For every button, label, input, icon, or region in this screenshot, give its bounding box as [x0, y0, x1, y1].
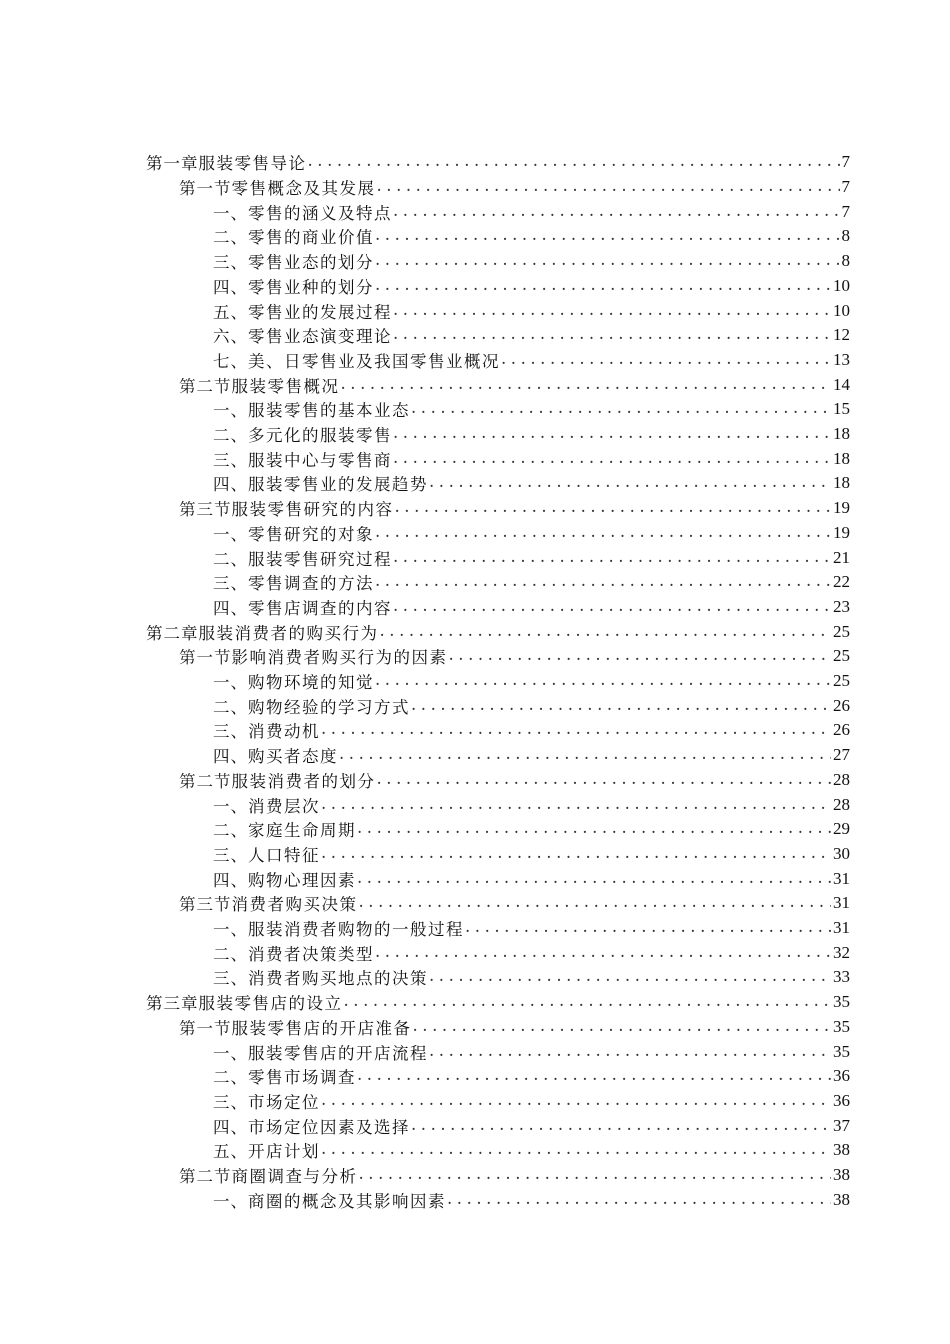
toc-item-row[interactable] — [213, 1138, 850, 1163]
toc-page-number: 29 — [833, 819, 850, 839]
toc-entry-number: 第二节 — [179, 1167, 232, 1187]
dot-leader — [375, 251, 840, 271]
dot-leader — [339, 745, 831, 765]
toc-section-row[interactable] — [179, 768, 850, 793]
toc-page-number: 28 — [833, 794, 850, 814]
dot-leader — [321, 844, 831, 864]
toc-entry-title: 服装零售的基本业态 — [248, 401, 410, 421]
toc-entry-number: 第一节 — [179, 1018, 232, 1038]
toc-item-row[interactable] — [213, 595, 850, 620]
toc-entry-number: 第二节 — [179, 376, 232, 396]
dot-leader — [341, 375, 832, 395]
toc-entry-number: 二、 — [213, 944, 248, 964]
dot-leader — [357, 869, 831, 889]
toc-page-number: 35 — [833, 1041, 850, 1061]
toc-page-number: 32 — [833, 942, 850, 962]
toc-page-number: 18 — [833, 424, 850, 444]
dot-leader — [375, 572, 831, 592]
toc-page-number: 8 — [841, 251, 850, 271]
toc-entry-title: 零售店调查的内容 — [248, 598, 392, 618]
toc-item-row[interactable] — [213, 397, 850, 422]
toc-page-number: 22 — [833, 572, 850, 592]
toc-item-row[interactable] — [213, 916, 850, 941]
toc-page-number: 10 — [833, 275, 850, 295]
toc-page-number: 37 — [833, 1115, 850, 1135]
dot-leader — [501, 350, 831, 370]
toc-entry-title: 人口特征 — [248, 845, 320, 865]
toc-page-number: 25 — [833, 621, 850, 641]
toc-page-number: 36 — [833, 1066, 850, 1086]
dot-leader — [380, 622, 832, 642]
toc-section-row[interactable] — [179, 1163, 850, 1188]
toc-entry-title: 零售的涵义及特点 — [248, 203, 392, 223]
toc-entry-number: 三、 — [213, 722, 248, 742]
toc-page-number: 12 — [833, 325, 850, 345]
toc-entry-title: 服装中心与零售商 — [248, 450, 392, 470]
dot-leader — [465, 918, 831, 938]
toc-page-number: 27 — [833, 745, 850, 765]
toc-entry-title: 消费层次 — [248, 796, 320, 816]
dot-leader — [377, 770, 832, 790]
toc-entry-number: 三、 — [213, 845, 248, 865]
toc-entry-title: 商圈调查与分析 — [231, 1167, 358, 1187]
toc-entry-number: 四、 — [213, 598, 248, 618]
toc-page-number: 18 — [833, 448, 850, 468]
toc-section-row[interactable] — [179, 891, 850, 916]
toc-entry-number: 第三章 — [146, 994, 199, 1014]
toc-chapter-row[interactable] — [146, 990, 850, 1015]
toc-item-row[interactable] — [213, 471, 850, 496]
toc-page-number: 31 — [833, 918, 850, 938]
dot-leader — [359, 893, 832, 913]
toc-entry-number: 四、 — [213, 1117, 248, 1137]
toc-entry-number: 第三节 — [179, 895, 232, 915]
toc-page-number: 8 — [841, 226, 850, 246]
toc-entry-number: 一、 — [213, 401, 248, 421]
toc-section-row[interactable] — [179, 175, 850, 200]
toc-item-row[interactable] — [213, 348, 850, 373]
dot-leader — [393, 449, 831, 469]
toc-section-row[interactable] — [179, 372, 850, 397]
toc-entry-title: 零售概念及其发展 — [231, 179, 376, 199]
toc-item-row[interactable] — [213, 446, 850, 471]
dot-leader — [429, 1042, 831, 1062]
toc-entry-title: 家庭生命周期 — [248, 821, 356, 841]
dot-leader — [344, 992, 832, 1012]
toc-entry-title: 商圈的概念及其影响因素 — [248, 1191, 446, 1211]
toc-entry-title: 消费者购买决策 — [231, 895, 358, 915]
toc-section-row[interactable] — [179, 644, 850, 669]
toc-item-row[interactable] — [213, 249, 850, 274]
toc-entry-title: 零售研究的对象 — [248, 524, 374, 544]
toc-entry-number: 一、 — [213, 673, 248, 693]
toc-entry-title: 服装零售研究的内容 — [231, 500, 394, 520]
toc-entry-title: 购买者态度 — [248, 747, 338, 767]
toc-entry-number: 四、 — [213, 870, 248, 890]
toc-page-number: 7 — [841, 152, 850, 172]
dot-leader — [375, 276, 831, 296]
dot-leader — [393, 301, 831, 321]
toc-entry-title: 零售业态演变理论 — [248, 327, 392, 347]
toc-item-row[interactable] — [213, 1064, 850, 1089]
toc-entry-number: 三、 — [213, 969, 248, 989]
toc-entry-title: 服装零售业的发展趋势 — [248, 475, 428, 495]
toc-entry-title: 服装零售研究过程 — [248, 549, 392, 569]
toc-entry-title: 零售业的发展过程 — [248, 302, 392, 322]
dot-leader — [393, 597, 831, 617]
toc-entry-title: 服装消费者购物的一般过程 — [248, 920, 464, 940]
toc-page-number: 7 — [841, 177, 850, 197]
toc-item-row[interactable] — [213, 199, 850, 224]
toc-entry-number: 第二节 — [179, 771, 232, 791]
toc-entry-number: 一、 — [213, 1043, 248, 1063]
toc-entry-title: 购物环境的知觉 — [248, 673, 374, 693]
dot-leader — [393, 424, 831, 444]
toc-entry-number: 六、 — [213, 327, 248, 347]
toc-entry-title: 零售业种的划分 — [248, 277, 374, 297]
toc-item-row[interactable] — [213, 817, 850, 842]
toc-page-number: 28 — [833, 769, 850, 789]
dot-leader — [308, 152, 840, 172]
toc-entry-title: 市场定位因素及选择 — [248, 1117, 410, 1137]
dot-leader — [375, 226, 840, 246]
dot-leader — [321, 1091, 831, 1111]
toc-page-number: 38 — [833, 1140, 850, 1160]
toc-entry-title: 零售调查的方法 — [248, 574, 374, 594]
toc-entry-number: 一、 — [213, 1191, 248, 1211]
toc-item-row[interactable] — [213, 1187, 850, 1212]
dot-leader — [393, 548, 831, 568]
toc-entry-number: 第二章 — [146, 623, 199, 643]
toc-entry-number: 三、 — [213, 574, 248, 594]
toc-entry-title: 服装零售店的设立 — [198, 994, 343, 1014]
toc-page-number: 15 — [833, 399, 850, 419]
toc-item-row[interactable] — [213, 1113, 850, 1138]
toc-page-number: 13 — [833, 349, 850, 369]
toc-page-number: 25 — [833, 646, 850, 666]
dot-leader — [429, 473, 831, 493]
toc-page-number: 38 — [833, 1189, 850, 1209]
toc-page-number: 38 — [833, 1165, 850, 1185]
toc-page-number: 26 — [833, 720, 850, 740]
toc-page-number: 30 — [833, 843, 850, 863]
toc-item-row[interactable] — [213, 965, 850, 990]
toc-entry-number: 四、 — [213, 475, 248, 495]
toc-item-row[interactable] — [213, 545, 850, 570]
toc-entry-number: 三、 — [213, 450, 248, 470]
dot-leader — [447, 1190, 831, 1210]
toc-page-number: 23 — [833, 596, 850, 616]
toc-page-number: 10 — [833, 300, 850, 320]
toc-item-row[interactable] — [213, 1039, 850, 1064]
toc-entry-title: 市场定位 — [248, 1092, 320, 1112]
dot-leader — [357, 1066, 831, 1086]
toc-entry-number: 四、 — [213, 277, 248, 297]
toc-section-row[interactable] — [179, 1015, 850, 1040]
toc-page-number: 33 — [833, 967, 850, 987]
toc-page-number: 25 — [833, 671, 850, 691]
toc-entry-number: 一、 — [213, 524, 248, 544]
toc-chapter-row[interactable] — [146, 619, 850, 644]
dot-leader — [411, 1116, 831, 1136]
dot-leader — [393, 325, 831, 345]
toc-entry-title: 服装零售店的开店准备 — [231, 1018, 412, 1038]
toc-entry-title: 服装零售店的开店流程 — [248, 1043, 428, 1063]
toc-item-row[interactable] — [213, 743, 850, 768]
toc-entry-number: 第一章 — [146, 154, 199, 174]
dot-leader — [411, 696, 831, 716]
dot-leader — [357, 819, 831, 839]
toc-entry-number: 四、 — [213, 747, 248, 767]
toc-entry-number: 第三节 — [179, 500, 232, 520]
toc-entry-number: 三、 — [213, 253, 248, 273]
dot-leader — [375, 523, 831, 543]
toc-entry-title: 购物心理因素 — [248, 870, 356, 890]
dot-leader — [449, 646, 832, 666]
toc-entry-title: 开店计划 — [248, 1142, 320, 1162]
toc-entry-number: 二、 — [213, 821, 248, 841]
toc-item-row[interactable] — [213, 224, 850, 249]
toc-entry-number: 二、 — [213, 697, 248, 717]
toc-entry-number: 二、 — [213, 426, 248, 446]
toc-item-row[interactable] — [213, 274, 850, 299]
toc-entry-title: 多元化的服装零售 — [248, 426, 392, 446]
toc-item-row[interactable] — [213, 521, 850, 546]
dot-leader — [411, 399, 831, 419]
toc-entry-number: 三、 — [213, 1092, 248, 1112]
toc-item-row[interactable] — [213, 570, 850, 595]
toc-section-row[interactable] — [179, 496, 850, 521]
toc-entry-title: 消费者决策类型 — [248, 944, 374, 964]
toc-entry-number: 五、 — [213, 302, 248, 322]
toc-item-row[interactable] — [213, 718, 850, 743]
toc-entry-title: 服装消费者的划分 — [231, 771, 376, 791]
toc-entry-number: 一、 — [213, 796, 248, 816]
toc-entry-title: 影响消费者购买行为的因素 — [231, 648, 448, 668]
toc-page-number: 26 — [833, 695, 850, 715]
toc-page-number: 19 — [833, 522, 850, 542]
dot-leader — [321, 795, 831, 815]
toc-item-row[interactable] — [213, 422, 850, 447]
toc-entry-title: 服装消费者的购买行为 — [198, 623, 379, 643]
toc-item-row[interactable] — [213, 298, 850, 323]
dot-leader — [393, 202, 840, 222]
toc-page-number: 35 — [833, 1016, 850, 1036]
toc-item-row[interactable] — [213, 792, 850, 817]
toc-entry-number: 二、 — [213, 228, 248, 248]
toc-item-row[interactable] — [213, 323, 850, 348]
toc-entry-title: 美、日零售业及我国零售业概况 — [248, 351, 500, 371]
toc-entry-title: 服装零售概况 — [231, 376, 340, 396]
dot-leader — [359, 1165, 832, 1185]
toc-item-row[interactable] — [213, 940, 850, 965]
dot-leader — [375, 943, 831, 963]
toc-item-row[interactable] — [213, 1089, 850, 1114]
dot-leader — [321, 1140, 831, 1160]
toc-page-number: 21 — [833, 547, 850, 567]
dot-leader — [429, 967, 831, 987]
toc-entry-title: 购物经验的学习方式 — [248, 697, 410, 717]
toc-entry-number: 一、 — [213, 920, 248, 940]
toc-page-number: 35 — [833, 992, 850, 1012]
toc-entry-title: 零售的商业价值 — [248, 228, 374, 248]
dot-leader — [413, 1017, 832, 1037]
toc-page-number: 18 — [833, 473, 850, 493]
toc-item-row[interactable] — [213, 866, 850, 891]
toc-page-number: 19 — [833, 498, 850, 518]
toc-entry-title: 消费动机 — [248, 722, 320, 742]
dot-leader — [375, 671, 831, 691]
toc-item-row[interactable] — [213, 842, 850, 867]
toc-page-number: 36 — [833, 1090, 850, 1110]
dot-leader — [395, 498, 832, 518]
dot-leader — [321, 720, 831, 740]
toc-entry-number: 七、 — [213, 351, 248, 371]
toc-entry-title: 零售业态的划分 — [248, 253, 374, 273]
toc-entry-number: 第一节 — [179, 179, 232, 199]
toc-page-number: 14 — [833, 374, 850, 394]
toc-item-row[interactable] — [213, 693, 850, 718]
dot-leader — [377, 177, 840, 197]
toc-entry-title: 服装零售导论 — [198, 154, 307, 174]
toc-chapter-row[interactable] — [146, 150, 850, 175]
toc-entry-number: 第一节 — [179, 648, 232, 668]
toc-entry-number: 五、 — [213, 1142, 248, 1162]
toc-entry-title: 消费者购买地点的决策 — [248, 969, 428, 989]
toc-page-number: 7 — [841, 201, 850, 221]
toc-entry-number: 二、 — [213, 549, 248, 569]
toc-entry-number: 一、 — [213, 203, 248, 223]
toc-entry-number: 二、 — [213, 1068, 248, 1088]
toc-entry-title: 零售市场调查 — [248, 1068, 356, 1088]
toc-page-number: 31 — [833, 893, 850, 913]
toc-item-row[interactable] — [213, 669, 850, 694]
toc-page-number: 31 — [833, 868, 850, 888]
